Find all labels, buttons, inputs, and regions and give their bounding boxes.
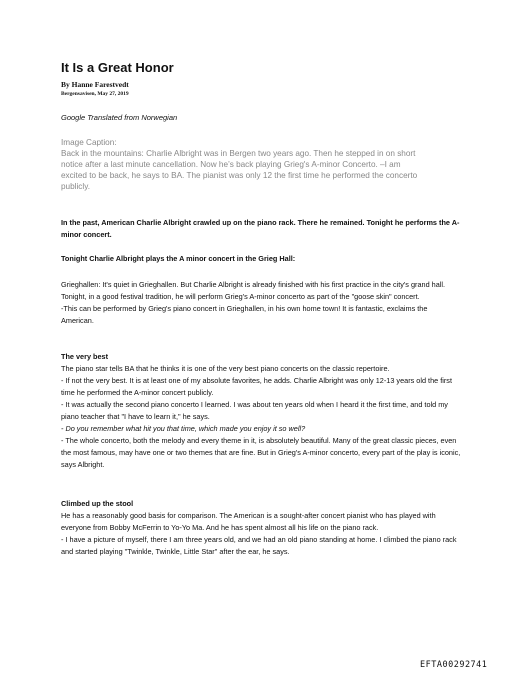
byline: By Hanne Farestvedt <box>61 80 129 89</box>
paragraph: - The whole concerto, both the melody and every theme in it, is absolutely beautiful. Many of the great classic pieces, even the most famous, may have one or two themes that are fine. But in Grieg's A-minor concerto, every part of the play is iconic, says Albright. <box>61 436 461 469</box>
subhead-block <box>61 253 461 265</box>
section-climbed-stool <box>61 498 461 558</box>
paragraph: -This can be performed by Grieg's piano concert in Grieghallen, in his own home town! It is fantastic, exclaims the American. <box>61 304 428 325</box>
section-very-best <box>61 351 461 471</box>
lead-text: In the past, American Charlie Albright crawled up on the piano rack. There he remained. Tonight he performs the A-minor concert. <box>61 218 460 239</box>
section-heading: The very best <box>61 352 109 361</box>
paragraph: - It was actually the second piano concerto I learned. I was about ten years old when I heard it the first time, and told my piano teacher that "I have to learn it," he says. <box>61 400 448 421</box>
section-heading: Climbed up the stool <box>61 499 134 508</box>
document-id: EFTA00292741 <box>420 660 488 670</box>
article-title: It Is a Great Honor <box>61 60 174 75</box>
image-caption-label: Image Caption: <box>61 138 117 147</box>
translation-note: Google Translated from Norwegian <box>61 113 178 122</box>
intro-paragraphs <box>61 279 461 327</box>
subhead-text: Tonight Charlie Albright plays the A minor concert in the Grieg Hall: <box>61 254 296 263</box>
image-caption <box>61 137 426 192</box>
dateline: Bergensavisen, May 27, 2019 <box>61 91 129 97</box>
paragraph: He has a reasonably good basis for comparison. The American is a sought-after concert pianist who has played with everyone from Bobby McFerrin to Yo-Yo Ma. And he has spent almost all his life on the piano rack. <box>61 511 436 532</box>
interview-question: - Do you remember what hit you that time, which made you enjoy it so well? <box>61 424 306 433</box>
paragraph: Grieghallen: It's quiet in Grieghallen. But Charlie Albright is already finished with his first practice in the city's grand hall. Tonight, in a good festival tradition, he will perform Grieg's A-minor concerto as part of the "goose skin" concert. <box>61 280 446 301</box>
lead-paragraph <box>61 217 461 241</box>
paragraph: - If not the very best. It is at least one of my absolute favorites, he adds. Charlie Albright was only 12-13 years old the first time he performed the A-minor concert publicly. <box>61 376 452 397</box>
image-caption-text: Back in the mountains: Charlie Albright was in Bergen two years ago. Then he stepped in on short notice after a last minute cancellation. Now he’s back playing Grieg's A-minor Concerto. –I am excited to be back, he says to BA. The pianist was only 12 the first time he performed the concerto publicly. <box>61 149 418 191</box>
paragraph: The piano star tells BA that he thinks it is one of the very best piano concerts on the classic repertoire. <box>61 364 390 373</box>
paragraph: - I have a picture of myself, there I am three years old, and we had an old piano standing at home. I climbed the piano rack and started playing "Twinkle, Twinkle, Little Star" after the ear, he says. <box>61 535 457 556</box>
